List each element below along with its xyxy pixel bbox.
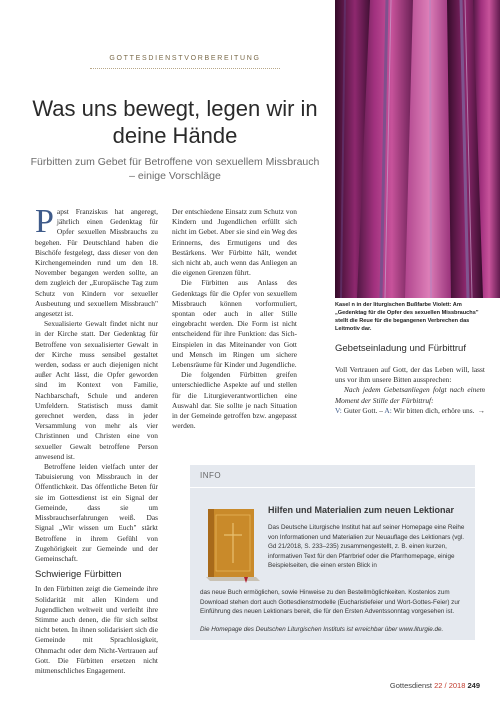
info-divider bbox=[190, 487, 475, 488]
info-body-2: das neue Buch ermöglichen, sowie Hinweise zu den Bestellmöglichkeiten. Kostenlos zum Download stehen dort auch Gottesdienstmodelle (Eucharistiefeier und Wort-Gottes-Feier) zur Einführung des neuen Lektionars bereit, die für den Ersten Adventssonntag vorgesehen ist. bbox=[200, 589, 460, 616]
a-label: A: bbox=[384, 405, 392, 415]
article-column-1 bbox=[35, 203, 158, 676]
magazine-name: Gottesdienst bbox=[389, 681, 433, 690]
info-title: Hilfen und Materialien zum neuen Lektionar bbox=[268, 505, 455, 515]
article-column-3 bbox=[335, 365, 485, 416]
col2-paragraph-2: Die Fürbitten aus Anlass des Gedenktags für die Opfer von sexuellem Missbrauch können vorformuliert, spontan oder auch in aller Stille eingebracht werden. Die Form ist nicht entscheidend für ihre Funktion: das Sich-Einspielen in das Miteinander von Gott und Mensch im Ringen um sichere Lebensräume für Kinder und Jugendliche. bbox=[172, 278, 297, 370]
col1-paragraph-3: Betroffene leiden vielfach unter der Tabuisierung von Missbrauch in der Öffentlichkeit. Das öffentliche Beten für sie im Gottesdienst ist ein Signal der Gemeinde, dass sie um Missbrauchserfahrungen weiß. Das Signal „Wir wissen um Euch" stärkt Betroffene in ihrem Gefühl von Zugehörigkeit zur Gemeinde und der Gemeinschaft. bbox=[35, 462, 158, 563]
a-text: Wir bitten dich, erhöre uns. bbox=[393, 405, 475, 415]
kicker-divider bbox=[90, 68, 280, 69]
continue-arrow-icon: → bbox=[477, 405, 485, 415]
drop-cap: P bbox=[35, 203, 54, 240]
article-subtitle: Fürbitten zum Gebet für Betroffene von sexuellem Missbrauch – einige Vorschläge bbox=[30, 156, 320, 182]
col3-paragraph-1: Voll Vertrauen auf Gott, der das Leben will, lasst uns vor ihm unsere Bitten aussprechen: bbox=[335, 365, 485, 385]
v-text: Guter Gott. – bbox=[343, 405, 383, 415]
page-number: 249 bbox=[467, 681, 480, 690]
col1-paragraph-2: Sexualisierte Gewalt findet nicht nur in der Kirche statt. Der Gedenktag für Betroffene von sexualisierter Gewalt in der Kirche muss sensibel gestaltet werden, sodass er auch diejenigen nicht außer Acht lässt, die Opfer geworden sind im Kontext von Familie, Nachbarschaft, Schule und anderen Umfeldern. Statistisch muss damit gerechnet werden, dass in jeder Versammlung von mehr als vier Christinnen und Christen eine von sexueller Gewalt betroffene Person anwesend ist. bbox=[35, 319, 158, 461]
section-heading-gebetseinladung: Gebetseinladung und Fürbittruf bbox=[335, 343, 466, 354]
article-title: Was uns bewegt, legen wir in deine Hände bbox=[32, 96, 318, 148]
v-label: V: bbox=[335, 405, 342, 415]
section-kicker: GOTTESDIENSTVORBEREITUNG bbox=[109, 55, 261, 62]
lektionar-book-image bbox=[200, 505, 262, 583]
col3-paragraph-2: Nach jedem Gebetsanliegen folgt nach einem Moment der Stille der Fürbittruf: bbox=[335, 385, 485, 405]
vestments-photo bbox=[335, 0, 500, 298]
article-column-2 bbox=[172, 207, 297, 431]
info-homepage-note: Die Homepage des Deutschen Liturgischen Instituts ist erreichbar über www.liturgie.de. bbox=[200, 626, 444, 633]
photo-caption: Kasel n in der liturgischen Bußfarbe Violett: Am „Gedenktag für die Opfer des sexuellen Missbrauchs" stellt die Reue für die begangenen Verbrechen das Leitmotiv dar. bbox=[335, 302, 479, 332]
info-body-1: Das Deutsche Liturgische Institut hat auf seiner Homepage eine Reihe von Informationen und Materialien zur Neuauflage des Lektionars (vgl. Gd 21/2018, S. 233–235) zusammengestellt, z. B. einen kurzen, informativen Text für den Pfarrbrief oder die Pfarrhomepage, einige Beispielseiten, die einen ersten Blick in bbox=[268, 524, 465, 570]
col2-paragraph-1: Der entschiedene Einsatz zum Schutz von Kindern und Jugendlichen erfüllt sich nicht im Gebet. Aber sie sind ein Weg des Erinnerns, des Ermutigens und des Bestärkens. Wer Fürbitte hält, wendet sich nicht ab, auch wenn das Anliegen an die eigenen Grenzen führt. bbox=[172, 207, 297, 278]
info-label: INFO bbox=[200, 471, 222, 480]
col1-paragraph-1: apst Franziskus hat angeregt, jährlich einen Gedenktag für Opfer sexuellen Missbrauchs zu begehen. Für Deutschland haben die Bischöfe festgelegt, dass dieser von den Kirchengemeinden rund um den 18. November begangen werden sollte, an dem zugleich der „Europäische Tag zum Schutz von Kindern vor sexueller Ausbeutung und sexuellem Missbrauch" angesetzt ist. bbox=[35, 207, 158, 319]
page-footer bbox=[360, 681, 480, 690]
issue-number: 22 / 2018 bbox=[434, 681, 466, 690]
section-heading-schwierige-fuerbitten: Schwierige Fürbitten bbox=[35, 569, 122, 581]
col2-paragraph-3: Die folgenden Fürbitten greifen unterschiedliche Aspekte auf und stellen für die Liturgieverantwortlichen eine Auswahl dar. Sie sollte je nach Situation in der Gemeinde getroffen bzw. angepasst werden. bbox=[172, 370, 297, 431]
col1-paragraph-4: In den Fürbitten zeigt die Gemeinde ihre Solidarität mit allen Kindern und Jugendlichen weltweit und verleiht ihre Stimme auch denen, die für sich selbst nicht beten. In ihnen solidarisiert sich die Gemeinde mit Sprachlosigkeit, Ohnmacht oder dem Nicht-Vertrauen auf Gott. Die Fürbitten ersetzen nicht mitmenschliches Engagement. bbox=[35, 584, 158, 675]
